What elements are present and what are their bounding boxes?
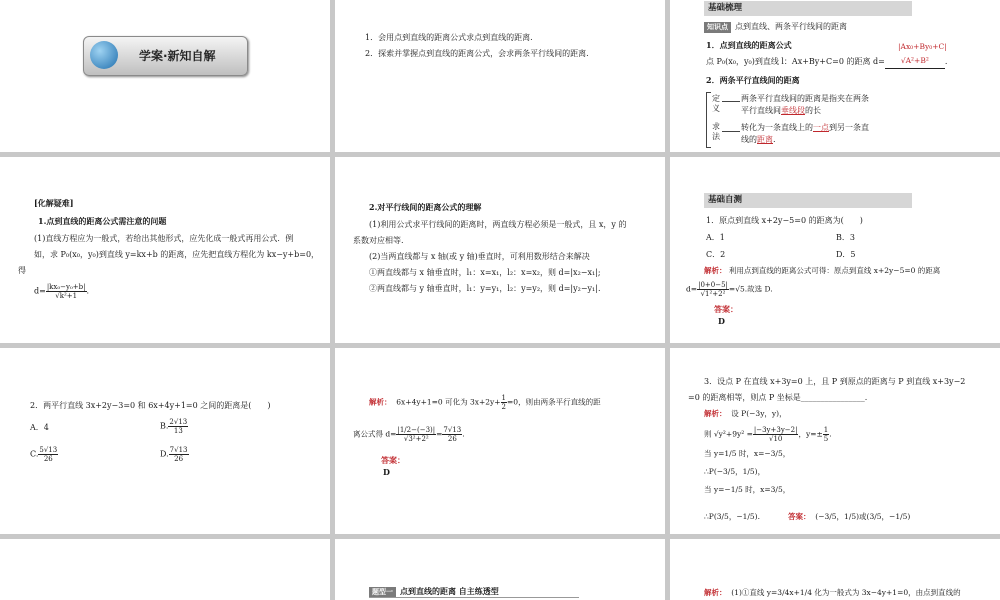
option-b-den: 13 bbox=[173, 427, 183, 436]
section-header: 基础梳理 bbox=[704, 1, 912, 16]
formula-label: d= bbox=[34, 286, 46, 296]
goal-2: 2．探索并掌握点到直线的距离公式，会求两条平行线间的距离. bbox=[365, 49, 589, 58]
answer-value: D bbox=[383, 467, 390, 477]
option-d-label: D. bbox=[160, 449, 169, 459]
def-text-1: 两条平行直线间的距离是指夹在两条 bbox=[741, 94, 869, 103]
option-b[interactable] bbox=[160, 418, 188, 435]
distance-formula bbox=[34, 283, 89, 300]
def-text-2b: 的长 bbox=[805, 106, 821, 115]
analysis-step-1: 设 P(−3y，y)， bbox=[731, 409, 787, 418]
answer-value: (−3/5，1/5)或(3/5，−1/5) bbox=[815, 512, 911, 521]
para-4: ①两直线都与 x 轴垂直时，l₁：x=x₁，l₂：x=x₂，则 d=|x₂−x₁|; bbox=[369, 268, 601, 277]
def-connector bbox=[722, 101, 740, 102]
formula-den: √1²+2² bbox=[700, 290, 726, 299]
option-a[interactable]: A．4 bbox=[30, 423, 49, 432]
formula-den: √3²+2² bbox=[403, 435, 429, 444]
section-header: 基础自测 bbox=[704, 193, 912, 208]
slide-8[interactable] bbox=[335, 348, 665, 534]
option-c-num: 5√13 bbox=[39, 446, 58, 454]
analysis-text-1: 6x+4y+1=0 可化为 3x+2y+ bbox=[396, 397, 501, 407]
half-num: 1 bbox=[501, 394, 507, 402]
heading-1: 1．点到直线的距离公式 bbox=[706, 40, 792, 50]
formula-eq: = bbox=[436, 429, 443, 439]
step-2-num: |−3y+3y−2| bbox=[753, 426, 798, 434]
section-title: [化解疑难] bbox=[34, 198, 74, 208]
option-b[interactable]: B．3 bbox=[836, 233, 855, 242]
option-d[interactable] bbox=[160, 446, 189, 463]
formula-label: d= bbox=[686, 284, 698, 294]
method-blank-1: 一点 bbox=[813, 123, 829, 132]
heading-1: 1.点到直线的距离公式需注意的问题 bbox=[38, 216, 167, 226]
formula-num: |kx₀−y₀+b| bbox=[46, 283, 86, 291]
analysis-label: 解析： bbox=[704, 409, 727, 418]
formula-numerator: |Ax₀+By₀+C| bbox=[898, 42, 947, 51]
slide-1[interactable] bbox=[0, 0, 330, 152]
heading-underline bbox=[369, 597, 579, 598]
step-2-frac-num: 1 bbox=[823, 426, 829, 434]
step-2-den: √10 bbox=[768, 435, 783, 444]
knowledge-tag: 知识点 bbox=[704, 22, 731, 33]
formula-end: . bbox=[86, 286, 90, 296]
analysis-label: 解析： bbox=[704, 266, 727, 275]
answer-label: 答案： bbox=[381, 455, 405, 465]
method-blank-2: 距离 bbox=[757, 135, 773, 144]
study-banner bbox=[83, 36, 248, 76]
banner-title: 学案·新知自解 bbox=[139, 49, 216, 63]
question-2: 2．两平行直线 3x+2y−3=0 和 6x+4y+1=0 之间的距离是( ) bbox=[30, 401, 271, 410]
analysis-line-4: ∴P(−3/5，1/5)， bbox=[704, 467, 766, 476]
formula-num: |0+0−5| bbox=[698, 281, 728, 289]
analysis-formula bbox=[686, 281, 773, 298]
analysis bbox=[704, 265, 940, 277]
half-den: 2 bbox=[501, 403, 507, 412]
analysis-line-5: 当 y=−1/5 时，x=3/5， bbox=[704, 485, 791, 494]
option-b-label: B. bbox=[160, 421, 169, 431]
option-a[interactable]: A．1 bbox=[706, 233, 725, 242]
result-den: 26 bbox=[447, 435, 457, 444]
slide-11[interactable] bbox=[335, 539, 665, 600]
formula-end: =√5.故选 D. bbox=[728, 284, 773, 294]
formula-line: 点 P₀(x₀，y₀)到直线 l：Ax+By+C=0 的距离 d= √A²+B² . bbox=[706, 56, 947, 69]
option-c[interactable]: C．2 bbox=[706, 250, 726, 259]
method-text-1 bbox=[741, 122, 869, 134]
para-2: 系数对应相等. bbox=[353, 236, 404, 245]
result-num: 7√13 bbox=[443, 426, 462, 434]
option-c-den: 26 bbox=[43, 455, 53, 464]
slide-12[interactable] bbox=[670, 539, 1000, 600]
slide-7[interactable] bbox=[0, 348, 330, 534]
option-b-num: 2√13 bbox=[169, 418, 188, 426]
method-text-1a: 转化为一条直线上的 bbox=[741, 123, 813, 132]
formula-num: |1/2−(−3)| bbox=[397, 426, 436, 434]
para-3: (2)当两直线都与 x 轴(或 y 轴)垂直时，可利用数形结合来解决 bbox=[369, 252, 590, 261]
def-text-2a: 平行直线间 bbox=[741, 106, 781, 115]
method-label: 求法 bbox=[712, 122, 720, 142]
def-label: 定义 bbox=[712, 94, 720, 114]
analysis-line-1 bbox=[369, 394, 601, 411]
analysis-label: 解析： bbox=[369, 397, 392, 407]
para-1: (1)直线方程应为一般式，若给出其他形式，应先化成一般式再用公式．例 bbox=[34, 234, 294, 243]
analysis-line-6: ∴P(3/5，−1/5). bbox=[704, 512, 760, 521]
para-1: (1)利用公式求平行线间的距离时，两直线方程必须是一般式，且 x，y 的 bbox=[369, 220, 627, 229]
analysis-text-2: 离公式得 d= bbox=[353, 429, 397, 439]
analysis-text: (1)①直线 y=3/4x+1/4 化为一般式为 3x−4y+1=0，由点到直线的 bbox=[731, 588, 961, 597]
slide-4[interactable] bbox=[0, 157, 330, 343]
formula-text: 点 P₀(x₀，y₀)到直线 l：Ax+By+C=0 的距离 d= bbox=[706, 57, 885, 66]
analysis-line-2: 则 √y²+9y² = $\frac{|-3y+3y-2|}{√10}$ ，y=± $\frac{1}{5}$ . bbox=[704, 426, 832, 444]
slide-10[interactable] bbox=[0, 539, 330, 600]
def-blank: 垂线段 bbox=[781, 106, 805, 115]
analysis-step-2a: 则 √y²+9y² = bbox=[704, 429, 753, 439]
def-text-2 bbox=[741, 105, 821, 117]
para-5: ②两直线都与 y 轴垂直时，l₁：y=y₁，l₂：y=y₂，则 d=|y₂−y₁|. bbox=[369, 284, 601, 293]
option-d-den: 26 bbox=[174, 455, 184, 464]
option-c-label: C. bbox=[30, 449, 39, 459]
analysis-line-1 bbox=[704, 408, 787, 420]
answer-label: 答案： bbox=[714, 304, 738, 314]
slide-2[interactable] bbox=[335, 0, 665, 152]
method-text-2a: 线的 bbox=[741, 135, 757, 144]
analysis-text-1b: =0，则由两条平行直线的距 bbox=[507, 397, 601, 407]
formula-den: √k²+1 bbox=[55, 292, 78, 301]
method-text-2b: . bbox=[773, 135, 776, 144]
method-connector bbox=[722, 131, 740, 132]
answer-line bbox=[788, 511, 910, 523]
definition-bracket bbox=[706, 92, 711, 148]
option-d-num: 7√13 bbox=[169, 446, 188, 454]
analysis-line-3: 当 y=1/5 时，x=−3/5， bbox=[704, 449, 791, 458]
question-3-line-1: 3．设点 P 在直线 x+3y=0 上，且 P 到原点的距离与 P 到直线 x+3y−2 bbox=[704, 377, 966, 386]
para-2: 如，求 P₀(x₀，y₀)到直线 y=kx+b 的距离，应先把直线方程化为 kx−y+b=0， bbox=[34, 250, 320, 259]
option-c[interactable] bbox=[30, 446, 58, 463]
step-2-frac-den: 5 bbox=[823, 435, 829, 444]
analysis-label: 解析： bbox=[704, 588, 727, 597]
answer-label: 答案： bbox=[788, 512, 811, 521]
option-d[interactable]: D．5 bbox=[836, 250, 856, 259]
slide-5[interactable] bbox=[335, 157, 665, 343]
question-type-title: 点到直线的距离 自主练透型 bbox=[400, 586, 499, 596]
formula-denominator: √A²+B² bbox=[900, 56, 929, 65]
analysis-step-2b: ，y=± bbox=[798, 429, 823, 439]
question-type-tag: 题型一 bbox=[369, 587, 396, 598]
formula-end: . bbox=[462, 429, 465, 439]
analysis-text: 利用点到直线的距离公式可得：原点到直线 x+2y−5=0 的距离 bbox=[728, 266, 941, 275]
heading-2: 2．两条平行直线间的距离 bbox=[706, 75, 800, 85]
question-1: 1．原点到直线 x+2y−5=0 的距离为( ) bbox=[706, 216, 863, 225]
analysis-line bbox=[704, 587, 961, 599]
slide-9[interactable] bbox=[670, 348, 1000, 534]
slide-6[interactable] bbox=[670, 157, 1000, 343]
globe-icon bbox=[90, 41, 118, 69]
knowledge-point bbox=[704, 21, 847, 33]
answer-value: D bbox=[718, 316, 725, 326]
method-text-2 bbox=[741, 134, 776, 146]
slide-3[interactable] bbox=[670, 0, 1000, 152]
question-3-line-2: =0 的距离相等，则点 P 坐标是________________. bbox=[688, 393, 868, 402]
goal-1: 1．会用点到直线的距离公式求点到直线的距离. bbox=[365, 33, 533, 42]
method-text-1b: 到另一条直 bbox=[829, 123, 869, 132]
para-3: 得 bbox=[18, 266, 26, 275]
heading: 2.对平行线间的距离公式的理解 bbox=[369, 202, 482, 212]
knowledge-title: 点到直线、两条平行线间的距离 bbox=[735, 22, 847, 31]
analysis-line-2 bbox=[353, 426, 465, 443]
